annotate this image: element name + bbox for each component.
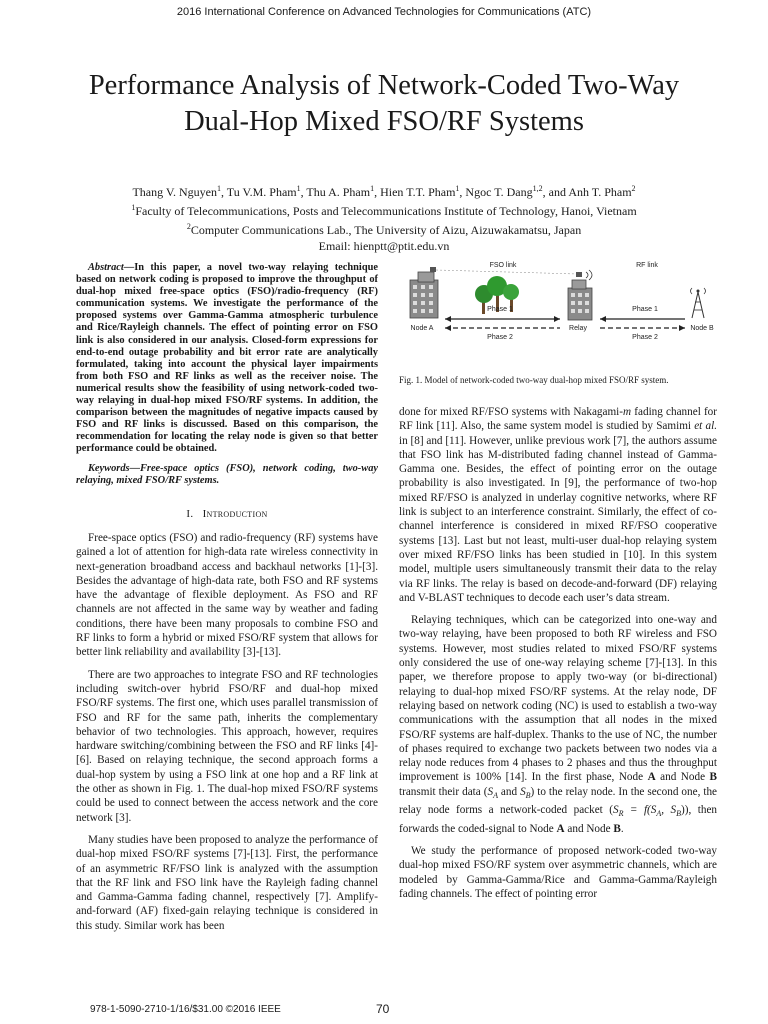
author-name: Ngoc T. Dang — [465, 185, 533, 199]
node-b-label: Node B — [690, 325, 714, 332]
right-paragraph-1: done for mixed RF/FSO systems with Nakagami-m fading channel for RF link [11]. Also, the same system model is studied by Samimi et al. in [8] and [11]. However, unlike previous work [7], the authors assume that FSO link has M-distributed fading channel instead of Gamma-Gamma one. Besides, the effect of pointing error on the outage probability is also investigated. In [9], the performance of two-hop mixed RF/FSO is analyzed in underlay cognitive networks, where RF link is subject to an interference constraint. Similarly, the effect of co-channel interference is considered in mixed RF/FSO cooperative systems [13]. Last but not least, multi-user dual-hop relaying system over mixed RF/FSO links has been studied in [10]. In this system model, multiple users simultaneously transmit their data to the relay via RF links. The relay is based on decode-and-forward (DF) relaying and V-BLAST techniques to decode each user’s data stream. — [399, 406, 718, 604]
rf-link-label: RF link — [636, 262, 658, 269]
affiliation-2: $^2$Computer Communications Lab., The University of Aizu, Aizuwakamatsu, Japan — [186, 222, 582, 237]
keywords-text: —Free-space optics (FSO), network coding, two-way relaying, mixed FSO/RF systems. — [76, 462, 378, 486]
intro-paragraph-1: Free-space optics (FSO) and radio-frequency (RF) systems have gained a lot of attention for high-data rate wireless connectivity in next-generation broadband access and backhaul networks [1]-[3]. Besides the advantage of high-data rate, both FSO and RF systems have the advantage of flexible deployment. As FSO and RF channels are not affected in the same way by weather and fading conditions, there have been many proposals to combine FSO and RF links to form a hybrid or mixed FSO/RF system that allows for better link reliability and availability [3]-[13]. — [76, 531, 378, 659]
abstract-label: Abstract — [88, 262, 124, 273]
author-name: Thu A. Pham — [306, 185, 371, 199]
keywords — [76, 463, 378, 487]
fso-link-label: FSO link — [489, 262, 517, 269]
right-paragraph-2: Relaying techniques, which can be categorized into one-way and two-way relaying, have been proposed to both RF wireless and FSO systems. However, most studies related to mixed FSO/RF systems only considered the use of one-way relaying scheme [7]-[13]. In this paper, we therefore propose to apply two-way (or bi-directional) relaying to dual-hop mixed FSO/RF systems. At the relay node, DF relaying based on network coding (NC) is used to establish a two-way communications with the assumption that all nodes in the mixed FSO/RF systems are half-duplex. Thanks to the use of NC, the number of phases required to exchange two packets between two nodes via a relay node reduces from 4 phases to 2 phases and thus the throughput improvement is 100% [14]. In the first phase, Node A and Node B transmit their data ($S_A$ and $S_B$) to the relay node. In the second one, the relay node forms a network-coded packet ($S_R = f(S_A$, $S_B$)), then forwards the coded-signal to Node A and Node B. — [399, 614, 718, 835]
abstract — [76, 262, 378, 456]
author-name: Thang V. Nguyen — [132, 185, 217, 199]
keywords-label: Keywords — [88, 462, 130, 474]
right-paragraph-3: We study the performance of proposed network-coded two-way dual-hop mixed FSO/RF system over asymmetric channels, which are modeled by Gamma-Gamma/Rice and Gamma-Gamma/Rayleigh fading channels. The effect of pointing error — [399, 845, 717, 900]
relay-building-icon — [568, 270, 592, 320]
relay-label: Relay — [569, 325, 587, 332]
section-heading: I. Introduction — [186, 507, 268, 520]
node-a-label: Node A — [410, 325, 434, 332]
footer-isbn: 978-1-5090-2710-1/16/$31.00 ©2016 IEEE — [90, 1004, 281, 1015]
author-name: Hien T.T. Pham — [380, 185, 456, 199]
author-name: Tu V.M. Pham — [226, 185, 297, 199]
title-line-1: Performance Analysis of Network-Coded Two-Way — [88, 70, 680, 101]
conference-header: 2016 International Conference on Advanced Technologies for Communications (ATC) — [176, 6, 592, 18]
figure-1-diagram — [400, 258, 730, 350]
antenna-tower-icon — [691, 288, 706, 318]
abstract-text: —In this paper, a novel two-way relaying technique based on network coding is proposed to improve the throughput of dual-hop mixed free-space optics (FSO)/radio-frequency (RF) communication systems. We investigate the performance of the proposed systems over Gamma-Gamma atmospheric turbulence and Rice/Rayleigh channels. The effect of pointing error on FSO link is also considered in our analysis. Closed-form expressions for end-to-end outage probability and bit error rate are analytically formulated, taking into account the physical layer impairments from both FSO and RF links as well as the receiver noise. The numerical results show the feasibility of using network-coded two-way relaying in dual-hop mixed FSO/RF systems. In addition, the comparison between the magnitudes of negative impacts caused by FSO and RF links is discussed. Based on this comparison, the recommendation for locating the relay node is given so that better performance could be obtained. — [76, 262, 378, 455]
intro-paragraph-2: There are two approaches to integrate FSO and RF technologies including switch-over hybrid FSO/RF and dual-hop mixed FSO/RF systems. The first one, which uses parallel transmission of FSO and RF for the same path, inherits the complementary behavior of two technologies. This approach, however, requires hardware switching/combining between the FSO and RF links [4]-[6]. Based on relaying technique, the second approach forms a dual-hop system by using a FSO link at one hop and a RF link at the other as shown in Fig. 1. The dual-hop mixed FSO/RF systems could be used to connect between the access network and the core network [3]. — [76, 668, 378, 824]
phase1-right-label: Phase 1 — [632, 306, 658, 313]
left-column — [76, 262, 378, 933]
title-line-2: Dual-Hop Mixed FSO/RF Systems — [184, 106, 584, 137]
author-block — [30, 181, 738, 254]
intro-paragraph-3: Many studies have been proposed to analyze the performance of dual-hop mixed FSO/RF systems [7]-[13]. First, the performance of an asymmetric RF/FSO link is analyzed with the assumption that the RF link and FSO link have the Rayleigh fading channel and Gamma-Gamma fading channel, respectively [7]. Amplify-and-forward (AF) fixed-gain relaying technique is considered in this study. Similar work has been — [76, 833, 378, 932]
author-list: Thang V. Nguyen$^1$, Tu V.M. Pham$^1$, Thu A. Pham$^1$, Hien T.T. Pham$^1$, Ngoc T. Dang$^{1,2}$, and Anh T. Pham$^2$ — [132, 184, 636, 199]
figure-1-caption: Fig. 1. Model of network-coded two-way dual-hop mixed FSO/RF system. — [399, 375, 669, 385]
phase2-left-label: Phase 2 — [487, 334, 513, 341]
affiliation-1: $^1$Faculty of Telecommunications, Posts and Telecommunications Institute of Technology, Hanoi, Vietnam — [131, 203, 637, 218]
phase2-right-label: Phase 2 — [632, 334, 658, 341]
page-number: 70 — [376, 1002, 390, 1016]
paper-title — [40, 68, 728, 140]
author-name: Anh T. Pham — [568, 185, 632, 199]
phase1-left-label: Phase 1 — [487, 306, 513, 313]
email: Email: hienptt@ptit.edu.vn — [318, 239, 450, 253]
fso-beam — [436, 270, 578, 274]
node-a-building-icon — [410, 267, 438, 318]
right-column — [399, 405, 717, 901]
